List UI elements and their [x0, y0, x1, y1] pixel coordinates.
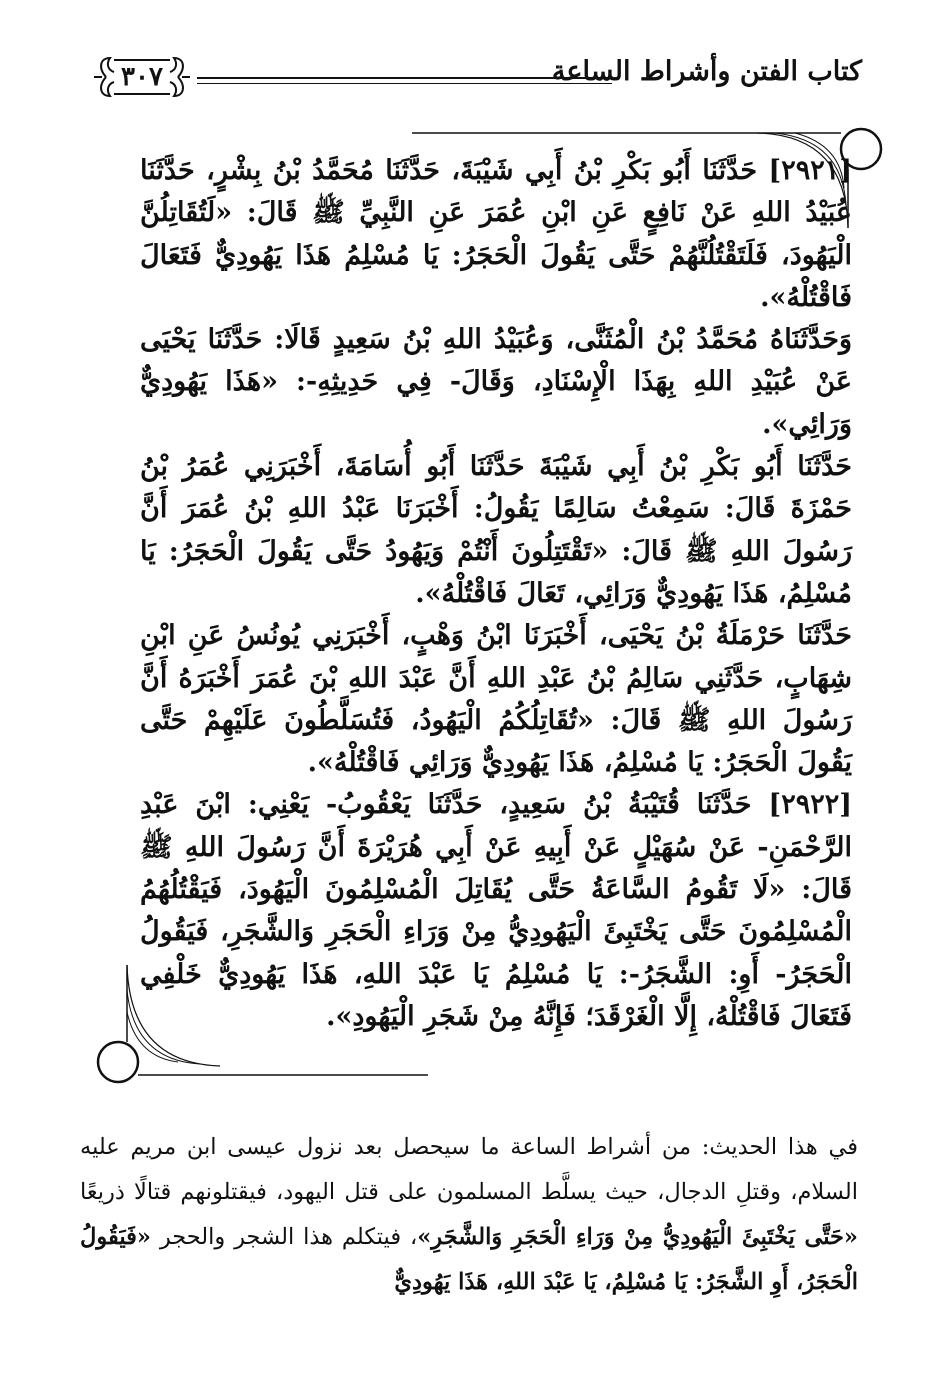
header-rule	[197, 77, 612, 84]
commentary-paragraph	[80, 1125, 858, 1305]
hadith-2921-chain-3: حَدَّثَنَا أَبُو بَكْرِ بْنُ أَبِي شَيْبَةَ حَدَّثَنَا أَبُو أُسَامَةَ، أَخْبَرَنِي عُمَرُ بْنُ حَمْزَةَ قَالَ: سَمِعْتُ سَالِمًا يَقُولُ: أَخْبَرَنَا عَبْدُ اللهِ بْنُ عُمَرَ أَنَّ رَسُولَ اللهِ ﷺ قَالَ: «تَقْتَتِلُونَ أَنْتُمْ وَيَهُودُ حَتَّى يَقُولَ الْحَجَرُ: يَا مُسْلِمُ، هَذَا يَهُودِيٌّ وَرَائِي، تَعَالَ فَاقْتُلْهُ».	[140, 451, 852, 609]
page-header	[92, 48, 862, 108]
commentary-quote-2: «فَيَقُولُ الْحَجَرُ، أَوِ الشَّجَرُ: يَا مُسْلِمُ، يَا عَبْدَ اللهِ، هَذَا يَهُودِيٌّ	[80, 1224, 858, 1295]
commentary-block	[80, 1125, 858, 1305]
commentary-text-2: ، فيتكلم هذا الشجر والحجر	[150, 1224, 418, 1250]
hadith-text-block	[140, 150, 852, 1038]
book-title: كتاب الفتن وأشراط الساعة	[551, 56, 862, 87]
commentary-text-1: في هذا الحديث: من أشراط الساعة ما سيحصل بعد نزول عيسى ابن مريم عليه السلام، وقتلِ الدجال، حيث يسلَّط المسلمون على قتل اليهود، فيقتلونهم قتالًا ذريعًا	[80, 1134, 858, 1205]
hadith-2921: [٢٩٢١] حَدَّثَنَا أَبُو بَكْرِ بْنُ أَبِي شَيْبَةَ، حَدَّثَنَا مُحَمَّدُ بْنُ بِشْرٍ، حَدَّثَنَا عُبَيْدُ اللهِ عَنْ نَافِعٍ عَنِ ابْنِ عُمَرَ عَنِ النَّبِيِّ ﷺ قَالَ: «لَتُقَاتِلُنَّ الْيَهُودَ، فَلَتَقْتُلُنَّهُمْ حَتَّى يَقُولَ الْحَجَرُ: يَا مُسْلِمُ هَذَا يَهُودِيٌّ فَتَعَالَ فَاقْتُلْهُ».	[140, 155, 852, 313]
hadith-2921-chain-2: وَحَدَّثَنَاهُ مُحَمَّدُ بْنُ الْمُثَنَّى، وَعُبَيْدُ اللهِ بْنُ سَعِيدٍ قَالَا: حَدَّثَنَا يَحْيَى عَنْ عُبَيْدِ اللهِ بِهَذَا الْإِسْنَادِ، وَقَالَ- فِي حَدِيثِهِ-: «هَذَا يَهُودِيٌّ وَرَائِي».	[140, 324, 852, 440]
hadith-2921-chain-4: حَدَّثَنَا حَرْمَلَةُ بْنُ يَحْيَى، أَخْبَرَنَا ابْنُ وَهْبٍ، أَخْبَرَنِي يُونُسُ عَنِ ابْنِ شِهَابٍ، حَدَّثَنِي سَالِمُ بْنُ عَبْدِ اللهِ أَنَّ عَبْدَ اللهِ بْنَ عُمَرَ أَخْبَرَهُ أَنَّ رَسُولَ اللهِ ﷺ قَالَ: «تُقَاتِلُكُمُ الْيَهُودُ، فَتُسَلَّطُونَ عَلَيْهِمْ حَتَّى يَقُولَ الْحَجَرُ: يَا مُسْلِمُ، هَذَا يَهُودِيٌّ وَرَائِي فَاقْتُلْهُ».	[140, 620, 852, 779]
hadith-2922: [٢٩٢٢] حَدَّثَنَا قُتَيْبَةُ بْنُ سَعِيدٍ، حَدَّثَنَا يَعْقُوبُ- يَعْنِي: ابْنَ عَبْدِ الرَّحْمَنِ- عَنْ سُهَيْلٍ عَنْ أَبِيهِ عَنْ أَبِي هُرَيْرَةَ أَنَّ رَسُولَ اللهِ ﷺ قَالَ: «لَا تَقُومُ السَّاعَةُ حَتَّى يُقَاتِلَ الْمُسْلِمُونَ الْيَهُودَ، فَيَقْتُلُهُمُ الْمُسْلِمُونَ حَتَّى يَخْتَبِئَ الْيَهُودِيُّ مِنْ وَرَاءِ الْحَجَرِ وَالشَّجَرِ، فَيَقُولُ الْحَجَرُ- أَوِ: الشَّجَرُ-: يَا مُسْلِمُ يَا عَبْدَ اللهِ، هَذَا يَهُودِيٌّ خَلْفِي فَتَعَالَ فَاقْتُلْهُ، إِلَّا الْغَرْقَدَ؛ فَإِنَّهُ مِنْ شَجَرِ الْيَهُودِ».	[140, 789, 852, 1032]
page-number: ٣٠٧	[121, 62, 163, 92]
commentary-quote-1: «حَتَّى يَخْتَبِئَ الْيَهُودِيُّ مِنْ وَرَاءِ الْحَجَرِ وَالشَّجَرِ»	[417, 1224, 858, 1250]
